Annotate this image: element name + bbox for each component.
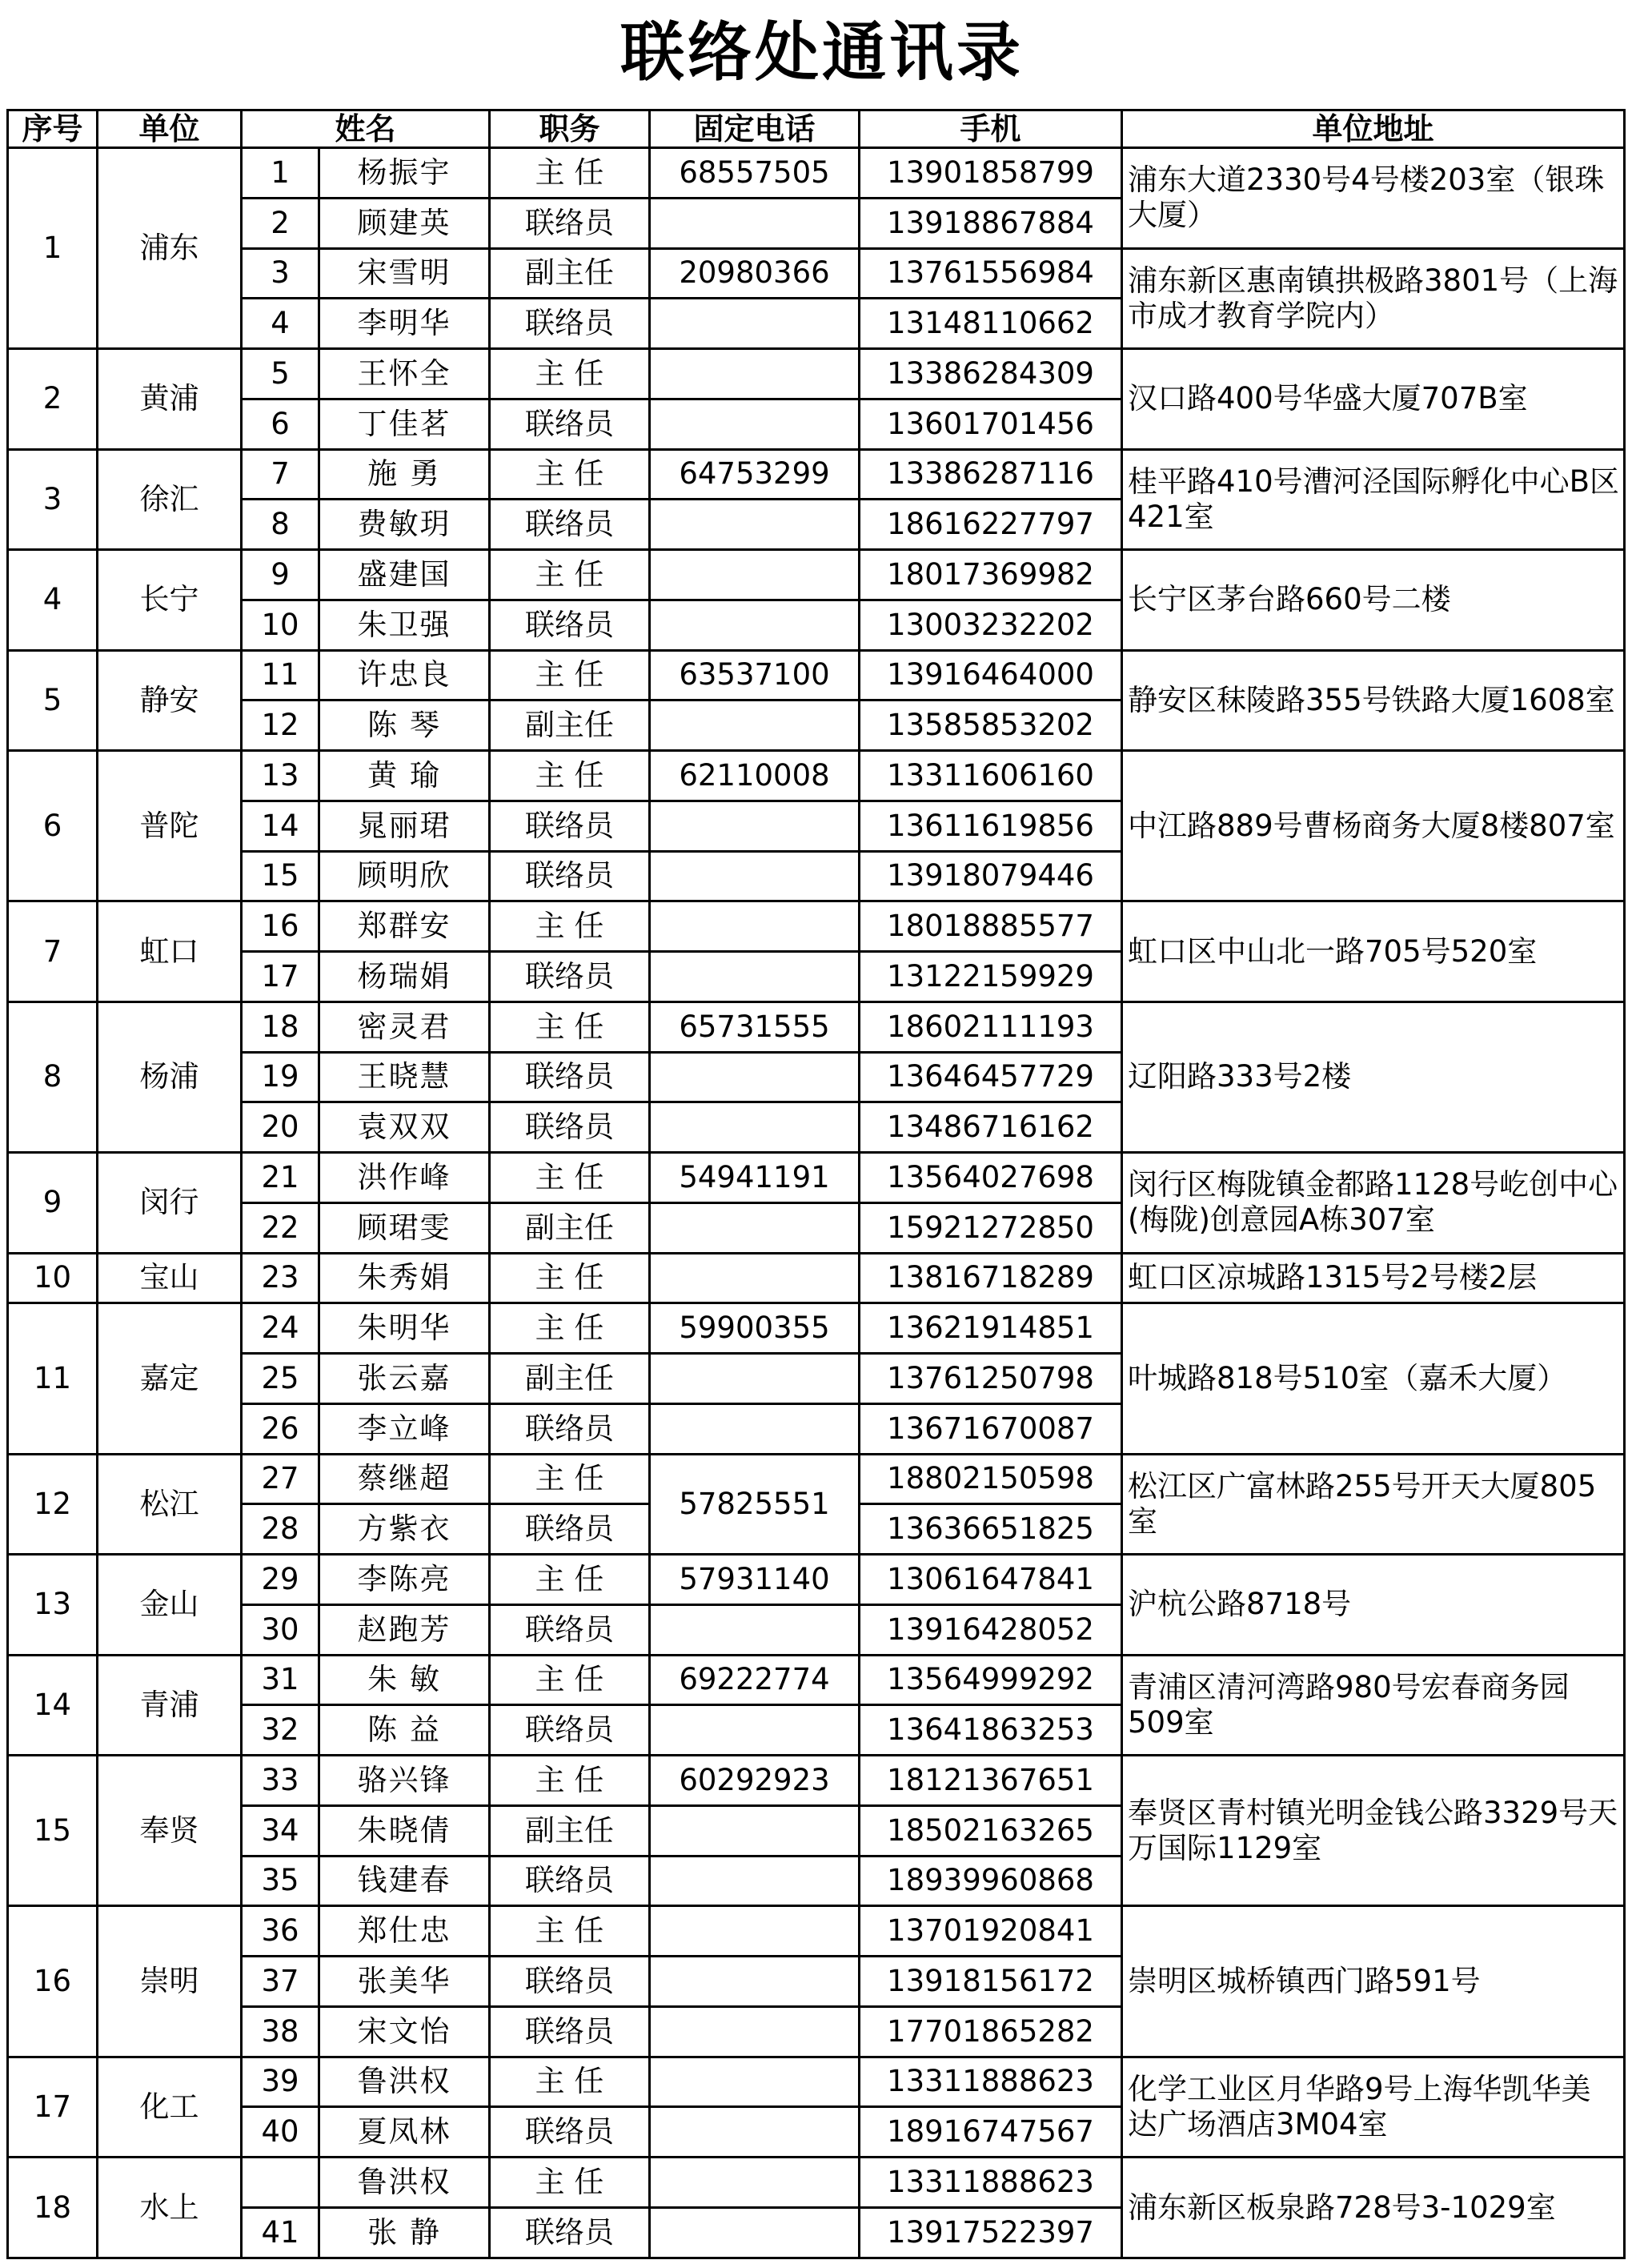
table-row [8,1153,1625,1203]
member-landline: 60292923 [650,1756,860,1806]
unit-name: 金山 [98,1555,242,1656]
member-position: 主 任 [490,1655,650,1705]
member-mobile: 13901858799 [860,148,1122,199]
member-number: 31 [242,1655,319,1705]
member-number: 11 [242,650,319,700]
member-name: 朱秀娟 [319,1253,490,1303]
member-position: 联络员 [490,1052,650,1102]
member-mobile: 13918867884 [860,198,1122,248]
member-mobile: 13386284309 [860,349,1122,399]
unit-name: 宝山 [98,1253,242,1303]
member-position: 主 任 [490,751,650,801]
member-position: 主 任 [490,1756,650,1806]
header-address: 单位地址 [1122,110,1625,148]
member-number: 30 [242,1604,319,1655]
member-landline [650,851,860,901]
member-name: 朱明华 [319,1303,490,1354]
member-mobile: 13003232202 [860,600,1122,650]
member-number: 34 [242,1805,319,1856]
member-name: 蔡继超 [319,1454,490,1504]
member-landline [650,1102,860,1153]
member-landline [650,1705,860,1756]
member-number: 20 [242,1102,319,1153]
member-position: 联络员 [490,198,650,248]
member-landline [650,1354,860,1404]
member-name: 钱建春 [319,1856,490,1906]
table-row [8,349,1625,399]
member-name: 洪作峰 [319,1153,490,1203]
member-landline: 54941191 [650,1153,860,1203]
member-number: 14 [242,801,319,851]
unit-seq: 6 [8,751,98,901]
member-mobile: 13148110662 [860,299,1122,349]
member-position: 主 任 [490,349,650,399]
member-position: 联络员 [490,1504,650,1555]
unit-seq: 7 [8,901,98,1002]
member-landline [650,1253,860,1303]
unit-seq: 3 [8,449,98,550]
unit-address: 青浦区清河湾路980号宏春商务园509室 [1122,1655,1625,1756]
member-position: 主 任 [490,1454,650,1504]
header-name: 姓名 [242,110,490,148]
member-number: 13 [242,751,319,801]
member-mobile: 13646457729 [860,1052,1122,1102]
member-number: 9 [242,550,319,600]
member-number: 41 [242,2207,319,2258]
member-name: 张美华 [319,1957,490,2007]
member-number: 35 [242,1856,319,1906]
member-number: 18 [242,1002,319,1052]
member-mobile: 13486716162 [860,1102,1122,1153]
unit-address: 中江路889号曹杨商务大厦8楼807室 [1122,751,1625,901]
table-header-row [8,110,1625,148]
table-row [8,1756,1625,1806]
member-position: 主 任 [490,901,650,952]
member-mobile: 18616227797 [860,500,1122,550]
member-landline [650,198,860,248]
member-position: 联络员 [490,1856,650,1906]
member-position: 主 任 [490,1153,650,1203]
member-number: 27 [242,1454,319,1504]
unit-name: 普陀 [98,751,242,901]
member-name: 夏凤林 [319,2107,490,2158]
unit-name: 静安 [98,650,242,751]
unit-seq: 10 [8,1253,98,1303]
member-name: 费敏玥 [319,500,490,550]
member-name: 晁丽珺 [319,801,490,851]
table-row [8,1253,1625,1303]
member-mobile: 18017369982 [860,550,1122,600]
member-landline [650,2006,860,2057]
member-number: 19 [242,1052,319,1102]
table-row [8,1002,1625,1052]
member-name: 朱晓倩 [319,1805,490,1856]
member-landline [650,2057,860,2107]
member-mobile: 13386287116 [860,449,1122,500]
member-mobile: 13671670087 [860,1403,1122,1454]
header-seq: 序号 [8,110,98,148]
member-position: 联络员 [490,801,650,851]
member-mobile: 13761556984 [860,248,1122,299]
unit-seq: 9 [8,1153,98,1254]
member-mobile: 13816718289 [860,1253,1122,1303]
member-name: 陈 益 [319,1705,490,1756]
member-name: 顾珺雯 [319,1202,490,1253]
unit-address: 辽阳路333号2楼 [1122,1002,1625,1152]
member-name: 盛建国 [319,550,490,600]
unit-address: 虹口区凉城路1315号2号楼2层 [1122,1253,1625,1303]
unit-name: 杨浦 [98,1002,242,1152]
member-landline: 62110008 [650,751,860,801]
member-number: 6 [242,399,319,449]
unit-name: 嘉定 [98,1303,242,1454]
member-name: 许忠良 [319,650,490,700]
landline-shared: 57825551 [650,1454,860,1555]
member-landline [650,500,860,550]
table-row [8,1454,1625,1504]
member-position: 主 任 [490,2158,650,2208]
member-landline [650,399,860,449]
member-number: 28 [242,1504,319,1555]
member-position: 联络员 [490,600,650,650]
member-landline: 59900355 [650,1303,860,1354]
member-name: 朱卫强 [319,600,490,650]
member-position: 副主任 [490,1805,650,1856]
unit-seq: 17 [8,2057,98,2158]
table-row [8,248,1625,299]
unit-address: 崇明区城桥镇西门路591号 [1122,1906,1625,2057]
table-row [8,449,1625,500]
member-name: 王怀全 [319,349,490,399]
member-landline: 20980366 [650,248,860,299]
member-landline [650,1906,860,1957]
member-mobile: 13311888623 [860,2158,1122,2208]
unit-seq: 8 [8,1002,98,1152]
member-number: 37 [242,1957,319,2007]
member-name: 鲁洪权 [319,2057,490,2107]
member-landline [650,2207,860,2258]
unit-name: 奉贤 [98,1756,242,1906]
member-mobile: 18916747567 [860,2107,1122,2158]
member-name: 郑仕忠 [319,1906,490,1957]
member-mobile: 13916464000 [860,650,1122,700]
unit-address: 汉口路400号华盛大厦707B室 [1122,349,1625,450]
member-number: 3 [242,248,319,299]
member-position: 联络员 [490,1705,650,1756]
member-landline [650,349,860,399]
member-name: 杨瑞娟 [319,952,490,1002]
table-row [8,1303,1625,1354]
member-mobile: 13918079446 [860,851,1122,901]
member-name: 密灵君 [319,1002,490,1052]
unit-address: 沪杭公路8718号 [1122,1555,1625,1656]
member-landline [650,1805,860,1856]
member-mobile: 13601701456 [860,399,1122,449]
member-position: 联络员 [490,952,650,1002]
unit-name: 闵行 [98,1153,242,1254]
member-landline: 65731555 [650,1002,860,1052]
unit-name: 浦东 [98,148,242,349]
member-position: 联络员 [490,2207,650,2258]
member-landline: 68557505 [650,148,860,199]
member-position: 主 任 [490,1303,650,1354]
unit-name: 长宁 [98,550,242,651]
member-position: 联络员 [490,2006,650,2057]
member-number: 25 [242,1354,319,1404]
member-number: 12 [242,700,319,751]
unit-name: 松江 [98,1454,242,1555]
member-name: 郑群安 [319,901,490,952]
member-number: 16 [242,901,319,952]
member-number: 39 [242,2057,319,2107]
member-name: 李明华 [319,299,490,349]
member-position: 联络员 [490,2107,650,2158]
member-landline: 69222774 [650,1655,860,1705]
member-position: 副主任 [490,700,650,751]
member-position: 主 任 [490,148,650,199]
member-mobile: 13761250798 [860,1354,1122,1404]
table-row [8,901,1625,952]
member-name: 黄 瑜 [319,751,490,801]
member-landline [650,1856,860,1906]
unit-name: 化工 [98,2057,242,2158]
member-landline [650,299,860,349]
member-position: 联络员 [490,1102,650,1153]
table-row [8,1555,1625,1605]
table-row [8,751,1625,801]
unit-seq: 14 [8,1655,98,1756]
member-landline [650,1604,860,1655]
member-landline [650,1052,860,1102]
unit-address: 浦东新区板泉路728号3-1029室 [1122,2158,1625,2258]
unit-address: 化学工业区月华路9号上海华凯华美达广场酒店3M04室 [1122,2057,1625,2158]
member-number: 21 [242,1153,319,1203]
member-number: 2 [242,198,319,248]
member-name: 张云嘉 [319,1354,490,1404]
member-position: 联络员 [490,851,650,901]
table-row [8,2057,1625,2107]
unit-address: 奉贤区青村镇光明金钱公路3329号天万国际1129室 [1122,1756,1625,1906]
member-name: 方紫衣 [319,1504,490,1555]
member-position: 副主任 [490,1202,650,1253]
member-landline [650,1957,860,2007]
member-mobile: 13636651825 [860,1504,1122,1555]
contact-table [6,109,1626,2259]
member-mobile: 13311888623 [860,2057,1122,2107]
member-landline [650,550,860,600]
unit-address: 浦东新区惠南镇拱极路3801号（上海市成才教育学院内） [1122,248,1625,349]
member-mobile: 13122159929 [860,952,1122,1002]
unit-address: 松江区广富林路255号开天大厦805室 [1122,1454,1625,1555]
unit-seq: 1 [8,148,98,349]
member-number: 10 [242,600,319,650]
unit-address: 浦东大道2330号4号楼203室（银珠大厦） [1122,148,1625,249]
member-name: 骆兴锋 [319,1756,490,1806]
table-row [8,1655,1625,1705]
member-position: 联络员 [490,1403,650,1454]
header-mobile: 手机 [860,110,1122,148]
header-landline: 固定电话 [650,110,860,148]
unit-name: 黄浦 [98,349,242,450]
member-name: 杨振宇 [319,148,490,199]
member-number: 23 [242,1253,319,1303]
member-landline [650,901,860,952]
member-position: 主 任 [490,2057,650,2107]
table-row [8,550,1625,600]
unit-name: 水上 [98,2158,242,2258]
member-landline [650,1403,860,1454]
table-body [8,148,1625,2258]
member-landline [650,600,860,650]
member-landline [650,2158,860,2208]
member-name: 袁双双 [319,1102,490,1153]
unit-seq: 13 [8,1555,98,1656]
unit-name: 虹口 [98,901,242,1002]
member-name: 顾建英 [319,198,490,248]
member-name: 施 勇 [319,449,490,500]
unit-name: 崇明 [98,1906,242,2057]
member-name: 李陈亮 [319,1555,490,1605]
member-name: 鲁洪权 [319,2158,490,2208]
member-number: 36 [242,1906,319,1957]
member-position: 联络员 [490,399,650,449]
member-name: 陈 琴 [319,700,490,751]
member-name: 顾明欣 [319,851,490,901]
page-title: 联络处通讯录 [620,15,1024,90]
unit-seq: 11 [8,1303,98,1454]
member-position: 主 任 [490,449,650,500]
member-mobile: 18502163265 [860,1805,1122,1856]
member-position: 主 任 [490,1002,650,1052]
member-landline [650,700,860,751]
member-mobile: 13564999292 [860,1655,1122,1705]
unit-address: 长宁区茅台路660号二楼 [1122,550,1625,651]
member-position: 联络员 [490,1604,650,1655]
member-number: 33 [242,1756,319,1806]
member-position: 主 任 [490,1555,650,1605]
member-landline [650,952,860,1002]
member-mobile: 18121367651 [860,1756,1122,1806]
member-landline [650,1202,860,1253]
unit-seq: 2 [8,349,98,450]
unit-address: 静安区秣陵路355号铁路大厦1608室 [1122,650,1625,751]
member-mobile: 18802150598 [860,1454,1122,1504]
member-name: 张 静 [319,2207,490,2258]
unit-address: 虹口区中山北一路705号520室 [1122,901,1625,1002]
member-name: 朱 敏 [319,1655,490,1705]
member-position: 副主任 [490,1354,650,1404]
member-name: 李立峰 [319,1403,490,1454]
member-number: 4 [242,299,319,349]
member-name: 宋雪明 [319,248,490,299]
member-name: 赵跑芳 [319,1604,490,1655]
unit-seq: 18 [8,2158,98,2258]
unit-name: 青浦 [98,1655,242,1756]
member-mobile: 17701865282 [860,2006,1122,2057]
member-name: 丁佳茗 [319,399,490,449]
member-mobile: 13311606160 [860,751,1122,801]
unit-address: 叶城路818号510室（嘉禾大厦） [1122,1303,1625,1454]
member-number: 1 [242,148,319,199]
member-number: 15 [242,851,319,901]
member-mobile: 13061647841 [860,1555,1122,1605]
member-position: 主 任 [490,650,650,700]
table-row [8,2158,1625,2208]
member-number [242,2158,319,2208]
member-number: 32 [242,1705,319,1756]
member-landline: 57931140 [650,1555,860,1605]
member-number: 26 [242,1403,319,1454]
member-mobile: 18939960868 [860,1856,1122,1906]
member-name: 宋文怡 [319,2006,490,2057]
member-number: 5 [242,349,319,399]
member-mobile: 15921272850 [860,1202,1122,1253]
member-position: 主 任 [490,1253,650,1303]
member-mobile: 18018885577 [860,901,1122,952]
member-number: 22 [242,1202,319,1253]
unit-address: 闵行区梅陇镇金都路1128号屹创中心(梅陇)创意园A栋307室 [1122,1153,1625,1254]
member-number: 40 [242,2107,319,2158]
member-number: 29 [242,1555,319,1605]
table-row [8,650,1625,700]
member-landline: 64753299 [650,449,860,500]
member-mobile: 13701920841 [860,1906,1122,1957]
unit-seq: 12 [8,1454,98,1555]
member-mobile: 13917522397 [860,2207,1122,2258]
member-name: 王晓慧 [319,1052,490,1102]
member-landline [650,2107,860,2158]
member-mobile: 13918156172 [860,1957,1122,2007]
member-number: 7 [242,449,319,500]
member-position: 联络员 [490,500,650,550]
member-position: 联络员 [490,299,650,349]
member-landline: 63537100 [650,650,860,700]
member-mobile: 13641863253 [860,1705,1122,1756]
unit-seq: 15 [8,1756,98,1906]
member-number: 8 [242,500,319,550]
member-mobile: 18602111193 [860,1002,1122,1052]
member-position: 主 任 [490,1906,650,1957]
table-row [8,1906,1625,1957]
member-position: 副主任 [490,248,650,299]
member-landline [650,801,860,851]
member-mobile: 13611619856 [860,801,1122,851]
unit-seq: 5 [8,650,98,751]
member-position: 主 任 [490,550,650,600]
member-mobile: 13564027698 [860,1153,1122,1203]
member-number: 38 [242,2006,319,2057]
header-unit: 单位 [98,110,242,148]
unit-seq: 4 [8,550,98,651]
member-mobile: 13916428052 [860,1604,1122,1655]
unit-seq: 16 [8,1906,98,2057]
member-number: 24 [242,1303,319,1354]
member-position: 联络员 [490,1957,650,2007]
unit-address: 桂平路410号漕河泾国际孵化中心B区421室 [1122,449,1625,550]
table-row [8,148,1625,199]
header-position: 职务 [490,110,650,148]
unit-name: 徐汇 [98,449,242,550]
member-number: 17 [242,952,319,1002]
member-mobile: 13621914851 [860,1303,1122,1354]
member-mobile: 13585853202 [860,700,1122,751]
